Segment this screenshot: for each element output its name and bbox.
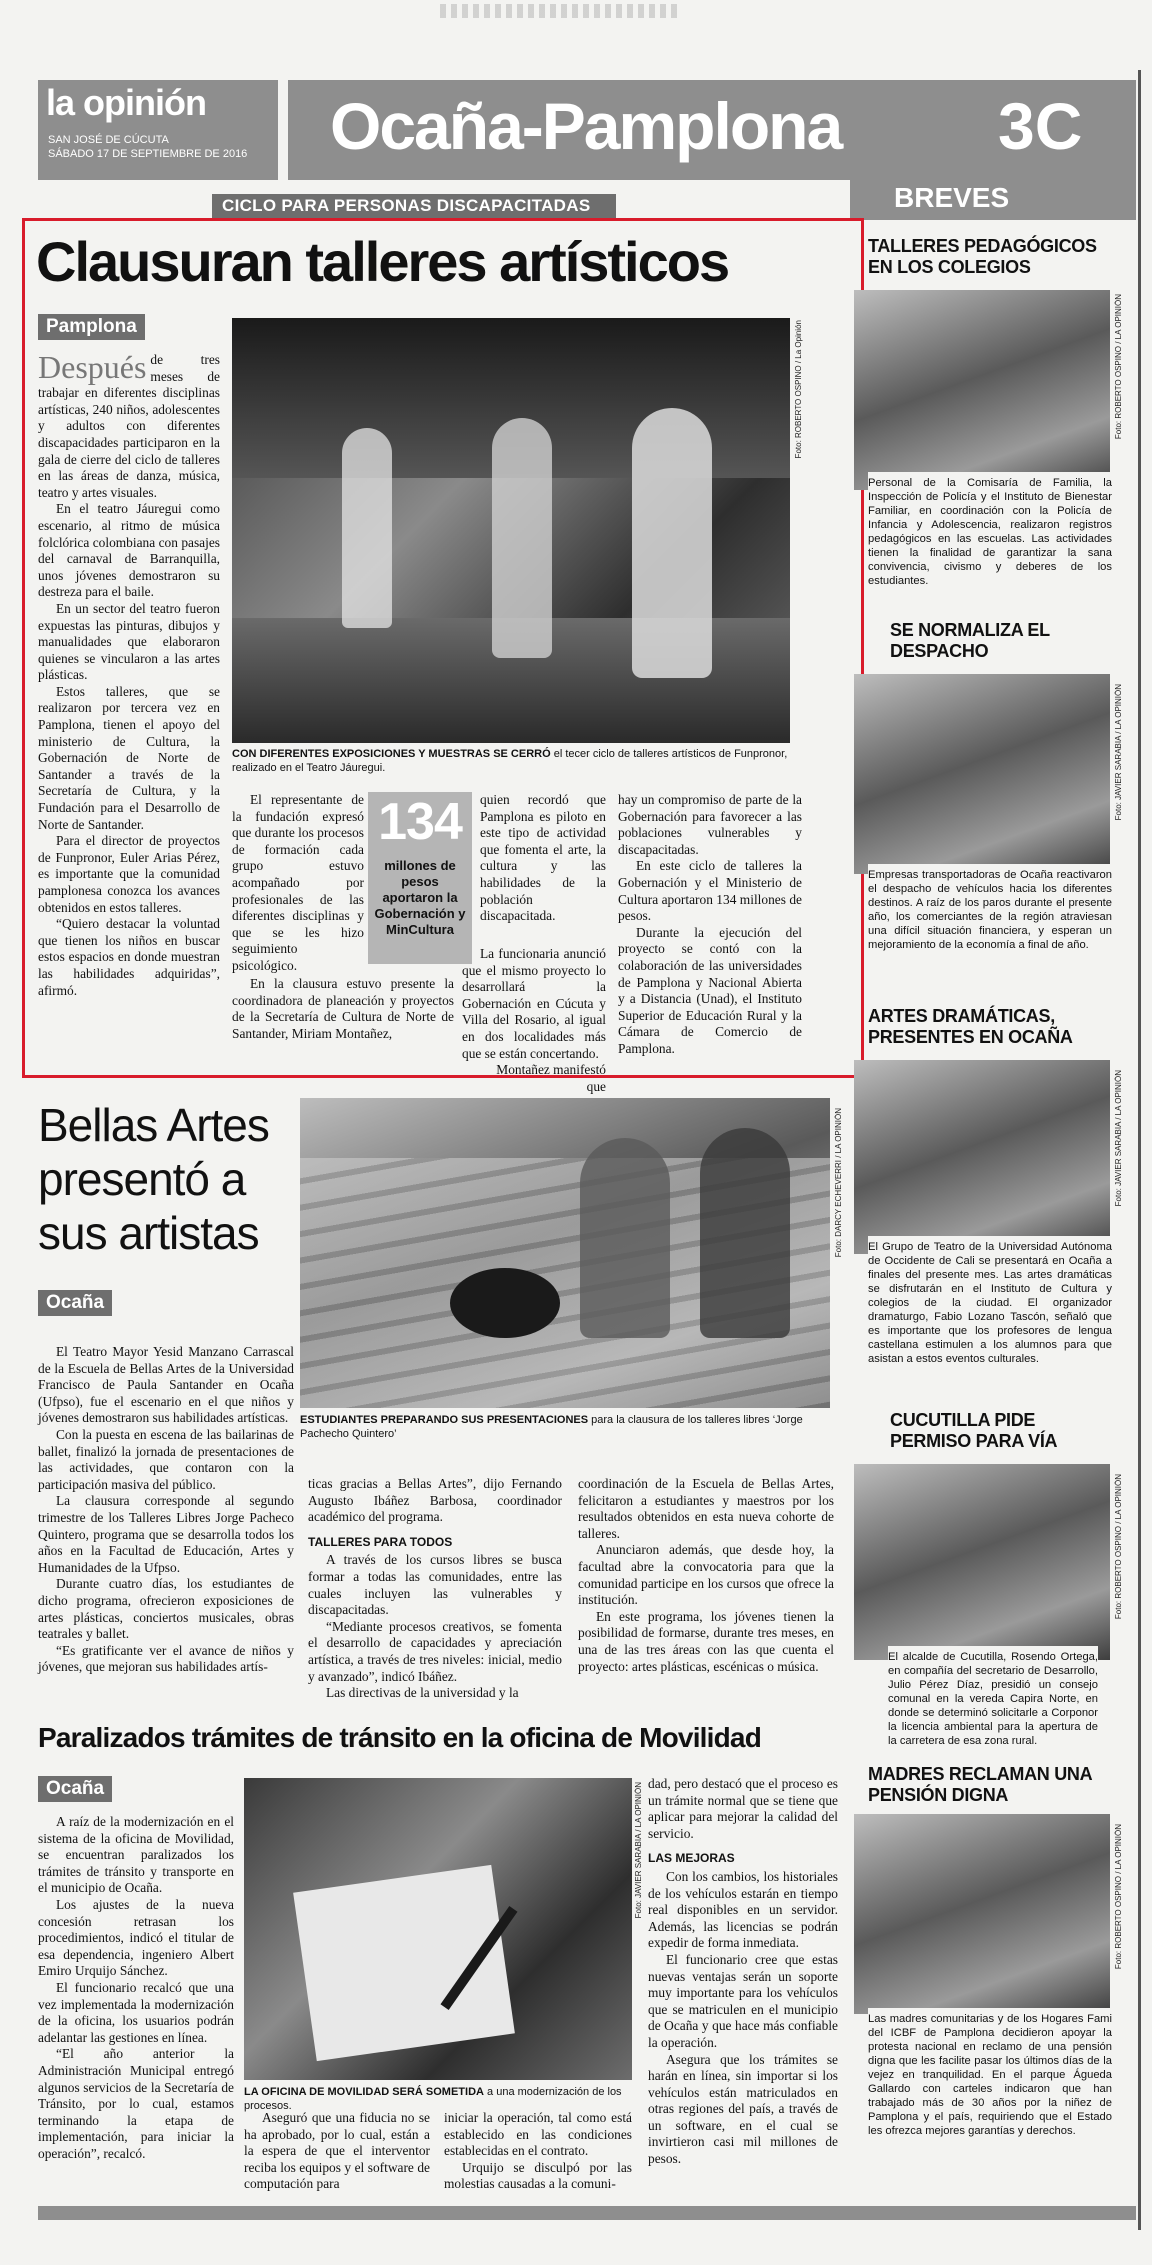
article3-subhead: LAS MEJORAS (648, 1851, 735, 1866)
article3-place-tag: Ocaña (38, 1776, 112, 1802)
article3-p4: “El año anterior la Administración Municipal entregó algunos servicios de la Secretaría de Tránsito, por lo cual, estamos terminando la etapa de implementación, para iniciar la operación”, recalcó. (38, 2046, 234, 2161)
masthead-date: SÁBADO 17 DE SEPTIEMBRE DE 2016 (48, 148, 248, 160)
article2-headline: Bellas Artes presentó a sus artistas (38, 1099, 269, 1259)
article2-p4: Durante cuatro días, los estudiantes de dicho programa, ofrecieron exposiciones de artes plásticas, conciertos musicales, obras teatrales y ballet. (38, 1576, 294, 1642)
article1-c3: quien recordó que Pamplona es piloto en este tipo de actividad que fomenta el arte, la cultura y las habilidades de la población discapacitada. (480, 792, 606, 924)
breve2-title: SE NORMALIZA EL DESPACHO (890, 620, 1050, 661)
masthead-logo: la opinión (46, 82, 206, 123)
article3-c3b: Urquijo se disculpó por las molestias causadas a la comuni- (444, 2159, 632, 2192)
scan-edge-top (440, 4, 680, 18)
article3-photo-credit: Foto: JAVIER SARABIA / LA OPINIÓN (634, 1782, 643, 1919)
breve1-credit: Foto: ROBERTO OSPINO / LA OPINIÓN (1114, 294, 1123, 440)
article2-col3 (578, 1476, 834, 1675)
article3-col4 (648, 1776, 838, 2168)
article1-p2: En el teatro Jáuregui como escenario, al ritmo de música folclórica colombiana con pasajes del carnaval de Barranquilla, unos jóvenes demostraron su destreza para el baile. (38, 501, 220, 600)
article3-c4c: El funcionario cree que estas nuevas ventajas serán un soporte muy importante para los vehículos que se matriculen en el municipio de Ocaña y que hace más confiable la operación. (648, 1951, 838, 2050)
article3-c3: iniciar la operación, tal como está establecido en las condiciones establecidas en el contrato. (444, 2110, 632, 2159)
article2-caption (300, 1414, 840, 1441)
article2-p3: La clausura corresponde al segundo trimestre de los Talleres Libres Jorge Pacheco Quintero, programa que se desarrolla todos los años en la Facultad de Educación, Artes y Humanidades de la Ufpso. (38, 1493, 294, 1575)
article3-c4b: Con los cambios, los historiales de los vehículos estarán en tiempo real disponibles en un servidor. Además, las licencias se podrán expedir de forma inmediata. (648, 1868, 838, 1951)
article2-place-tag: Ocaña (38, 1290, 112, 1316)
article1-col2b (232, 976, 454, 1042)
article1-photo-credit: Foto: ROBERTO OSPINO / La Opinión (794, 320, 803, 459)
breve3-text: El Grupo de Teatro de la Universidad Autónoma de Occidente de Cali se presentará en Ocaña a finales del presente mes. Las artes dramáticas se disfrutarán en el Instituto de Cultura y colegios de la ciudad. El organizador dramaturgo, Fabio Lozano Tascón, señaló que es importante que los profesores de lengua castellana estimulen a los alumnos para que asistan a estos eventos culturales. (868, 1236, 1112, 1366)
article2-col2 (308, 1476, 562, 1702)
breve3-title: ARTES DRAMÁTICAS, PRESENTES EN OCAÑA (868, 1006, 1073, 1047)
article2-c3c: En este programa, los jóvenes tienen la posibilidad de formarse, durante tres meses, en una de las tres áreas con las que cuenta el proyecto: artes plásticas, escénicas o música. (578, 1608, 834, 1674)
article2-caption-text: para la clausura de los talleres libres ‘Jorge Pachecho Quintero’ (300, 1414, 803, 1440)
article1-c4c: Durante la ejecución del proyecto se contó con la colaboración de las universidades de Pamplona y Nacional Abierta y a Distancia (Unad), el Instituto Superior de Educación Rural y la Cámara de Comercio de Pamplona. (618, 924, 802, 1056)
article3-c4d: Asegura que los trámites se harán en línea, sin importar si los vehículos están matriculados en otras regiones del país, a través de un software, en el cual se invirtieron casi mil millones de pesos. (648, 2051, 838, 2167)
article1-p3: En un sector del teatro fueron expuestas las pinturas, dibujos y manualidades que elaboraron quienes se vincularon a las artes plásticas. (38, 600, 220, 683)
article2-c2d: Las directivas de la universidad y la (326, 1685, 519, 1701)
article1-c2: El representante de la fundación expresó que durante los procesos de formación cada grupo estuvo acompañado por profesionales de las diferentes disciplinas y que se les hizo seguimiento psicológico. (232, 792, 365, 973)
breve5-text: Las madres comunitarias y de los Hogares Fami del ICBF de Pamplona decidieron apoyar la protesta nacional en reclamo de una pensión digna que les facilite pasar los últimos días de la vejez en tranquilidad. En el parque Águeda Gallardo con carteles indicaron que han trabajado más de 30 años por la niñez de Pamplona y el país, requiriendo que el Estado les ofrezca mejores garantías y derechos. (868, 2008, 1112, 2138)
section-title: Ocaña-Pamplona (330, 89, 842, 163)
article1-caption-bold: CON DIFERENTES EXPOSICIONES Y MUESTRAS SE CERRÓ (232, 748, 551, 760)
article1-caption-text: el tecer ciclo de talleres artísticos de Funpronor, realizado en el Teatro Jáuregui. (232, 748, 788, 774)
breves-column (854, 224, 1130, 2194)
breve4-title: CUCUTILLA PIDE PERMISO PARA VÍA (890, 1410, 1058, 1451)
article3-col2 (244, 2110, 430, 2193)
breve1-text: Personal de la Comisaría de Familia, la Inspección de Policía y el Instituto de Bienestar Familiar, en coordinación con la Policía de Infancia y Adolescencia, realizaron registros pedagógicos en las escuelas. Las actividades tienen la finalidad de garantizar la sana convivencia, civismo y deberes de los estudiantes. (868, 472, 1112, 588)
breve5-credit: Foto: ROBERTO OSPINO / LA OPINIÓN (1114, 1824, 1123, 1970)
article1-dropword: Después (38, 349, 147, 385)
article1-col3 (480, 792, 606, 925)
breve1-photo (854, 290, 1110, 490)
breve5-title: MADRES RECLAMAN UNA PENSIÓN DIGNA (868, 1764, 1092, 1805)
student-shape-2 (700, 1128, 790, 1338)
dancer-shape-2 (492, 418, 552, 658)
article1-stat-number: 134 (378, 793, 462, 851)
article2-p5: “Es gratificante ver el avance de niños y jóvenes, que mejoran sus habilidades artís- (38, 1642, 294, 1675)
article2-c2c: “Mediante procesos creativos, se fomenta el desarrollo de capacidades y apreciación artística, a través de tres niveles: inicial, medio y avanzado”, indicó Ibáñez. (308, 1618, 562, 1684)
breve5-photo (854, 1814, 1110, 2014)
article3-col1 (38, 1814, 234, 2162)
dancer-shape (632, 408, 712, 678)
article1-p5: Para el director de proyectos de Funpronor, Euler Arias Pérez, es importante que la comunidad pamplonesa conozca los avances obtenidos en estos talleres. (38, 833, 220, 915)
article1-photo (232, 318, 790, 743)
article2-c3a: coordinación de la Escuela de Bellas Artes, felicitaron a estudiantes y maestros por los resultados obtenidos en esta nueva cohorte de talleres. (578, 1476, 834, 1541)
masthead-city: SAN JOSÉ DE CÚCUTA (48, 134, 169, 146)
article1-place-tag: Pamplona (38, 314, 145, 340)
article3-col3 (444, 2110, 632, 2193)
article1-col4 (618, 792, 802, 1058)
article3-headline: Paralizados trámites de tránsito en la oficina de Movilidad (38, 1722, 762, 1753)
breve1-title: TALLERES PEDAGÓGICOS EN LOS COLEGIOS (868, 236, 1097, 277)
article2-p1: El Teatro Mayor Yesid Manzano Carrascal de la Escuela de Bellas Artes de la Universidad Francisco de Paula Santander en Ocaña (Ufpso), fue el escenario en el que niños y jóvenes demostraron sus habilidades artísticas. (38, 1344, 294, 1426)
student-shape (580, 1138, 670, 1338)
breve2-photo (854, 674, 1110, 874)
article1-headline: Clausuran talleres artísticos (36, 230, 729, 293)
page-number: 3C (998, 89, 1083, 163)
article2-photo (300, 1098, 830, 1408)
article1-p4: Estos talleres, que se realizaron por tercera vez en Pamplona, tienen el apoyo del ministerio de Cultura, la Gobernación de Norte de Santander a través de la Secretaría de Cultura, y la Fundación para el Desarrollo de Norte de Santander. (38, 683, 220, 832)
breve3-photo (854, 1060, 1110, 1254)
masthead (38, 80, 1136, 180)
breve4-photo (854, 1464, 1110, 1660)
article3-caption-text: a una modernización de los procesos. (244, 2086, 622, 2112)
article2-caption-bold: ESTUDIANTES PREPARANDO SUS PRESENTACIONES (300, 1414, 589, 1426)
article2-c3b: Anunciaron además, que desde hoy, la facultad abre la convocatoria para que la comunidad participe en los cursos que ofrece la institución. (578, 1542, 834, 1608)
page-border-right (1138, 70, 1141, 2230)
article2-photo-credit: Foto: DARCY ECHEVERRI / LA OPINIÓN (834, 1108, 843, 1258)
article1-c4b: En este ciclo de talleres la Gobernación y el Ministerio de Cultura aportaron 134 millones de pesos. (618, 858, 802, 924)
breve4-credit: Foto: ROBERTO OSPINO / LA OPINIÓN (1114, 1474, 1123, 1620)
breve4-text: El alcalde de Cucutilla, Rosendo Ortega, en compañía del secretario de Desarrollo, Julio Pérez Díaz, presidió un consejo comunal en la vereda Capira Norte, en donde se determinó solicitarle a Corponor la licencia ambiental para la apertura de la carretera de esa zona rural. (888, 1646, 1098, 1748)
article2-c2a: ticas gracias a Bellas Artes”, dijo Fernando Augusto Ibáñez Barbosa, coordinador académico del programa. (308, 1476, 562, 1525)
article1-stat-box (368, 792, 472, 964)
article2-subhead: TALLERES PARA TODOS (308, 1534, 453, 1549)
article1-kicker-bar (212, 194, 616, 218)
article1-kicker: CICLO PARA PERSONAS DISCAPACITADAS (222, 196, 591, 215)
article1-stat-text: millones de pesos aportaron la Gobernación y MinCultura (374, 858, 466, 937)
masthead-logo-divider (278, 80, 288, 180)
article1-c2b: En la clausura estuvo presente la coordinadora de planeación y proyectos de la Secretaría de Cultura de Norte de Santander, Miriam Montañez, (232, 976, 454, 1041)
article3-p3: El funcionario recalcó que una vez implementada la modernización de la oficina, los usuarios podrán adelantar las gestiones en línea. (38, 1979, 234, 2045)
article2-p2: Con la puesta en escena de las bailarinas de ballet, finalizó la jornada de presentaciones de las actividades, que contaron con la participación masiva del público. (38, 1426, 294, 1492)
article3-p1: A raíz de la modernización en el sistema de la oficina de Movilidad, se encuentran paralizados los trámites de tránsito y transporte en el municipio de Ocaña. (38, 1814, 234, 1896)
breve3-credit: Foto: JAVIER SARABIA / LA OPINIÓN (1114, 1070, 1123, 1207)
breves-header (850, 178, 1136, 220)
article1-c4: hay un compromiso de parte de la Gobernación para favorecer a las poblaciones vulnerables y discapacitadas. (618, 792, 802, 857)
breves-label: BREVES (894, 182, 1010, 213)
article3-c2: Aseguró que una fiducia no se ha aprobado, por lo cual, están a la espera de que el interventor reciba los equipos y el software de computación para (244, 2110, 430, 2192)
article3-p2: Los ajustes de la nueva concesión retrasan los procedimientos, indicó el titular de esa dependencia, ingeniero Albert Emiro Urquijo Sánchez. (38, 1896, 234, 1979)
article1-c3c: Montañez manifestó que (496, 1062, 606, 1094)
article1-col3b (462, 946, 606, 1095)
article1-col1 (38, 349, 220, 999)
article3-photo (244, 1778, 632, 2080)
article3-caption (244, 2086, 644, 2113)
article3-caption-bold: LA OFICINA DE MOVILIDAD SERÁ SOMETIDA (244, 2086, 484, 2098)
article1-col2 (232, 792, 364, 975)
article2-col1 (38, 1344, 294, 1676)
breve2-credit: Foto: JAVIER SARABIA / LA OPINIÓN (1114, 684, 1123, 821)
breve2-text: Empresas transportadoras de Ocaña reactivaron el despacho de vehículos hacia los diferentes destinos. A raíz de los paros durante el presente año, los comerciantes de la región atraviesan una difícil situación financiera, y esperan un mejoramiento de la economía a final de año. (868, 864, 1112, 952)
guitar-shape (450, 1268, 560, 1338)
article1-p6: “Quiero destacar la voluntad que tienen los niños en buscar estos espacios en donde muestran las habilidades adquiridas”, afirmó. (38, 916, 220, 998)
article1-p1: de tres meses de trabajar en diferentes disciplinas artísticas, 240 niños, adolescentes y adultos con diferentes discapacidades participaron en la gala de cierre del ciclo de talleres en las áreas de danza, música, teatro y artes visuales. (38, 352, 220, 500)
article3-c4a: dad, pero destacó que el proceso es un trámite normal que se tiene que aplicar para mejorar la calidad del servicio. (648, 1776, 838, 1841)
footer-rule (38, 2206, 1136, 2220)
article1-caption (232, 748, 802, 775)
dancer-shape-3 (342, 428, 392, 628)
article2-c2b: A través de los cursos libres se busca formar a todas las comunidades, entre las cuales incluyen las vulnerables y discapacitadas. (308, 1552, 562, 1618)
article1-c3b: La funcionaria anunció que el mismo proyecto lo desarrollará la Gobernación en Cúcuta y Villa del Rosario, al igual en dos localidades más que se están concertando. (462, 946, 606, 1061)
